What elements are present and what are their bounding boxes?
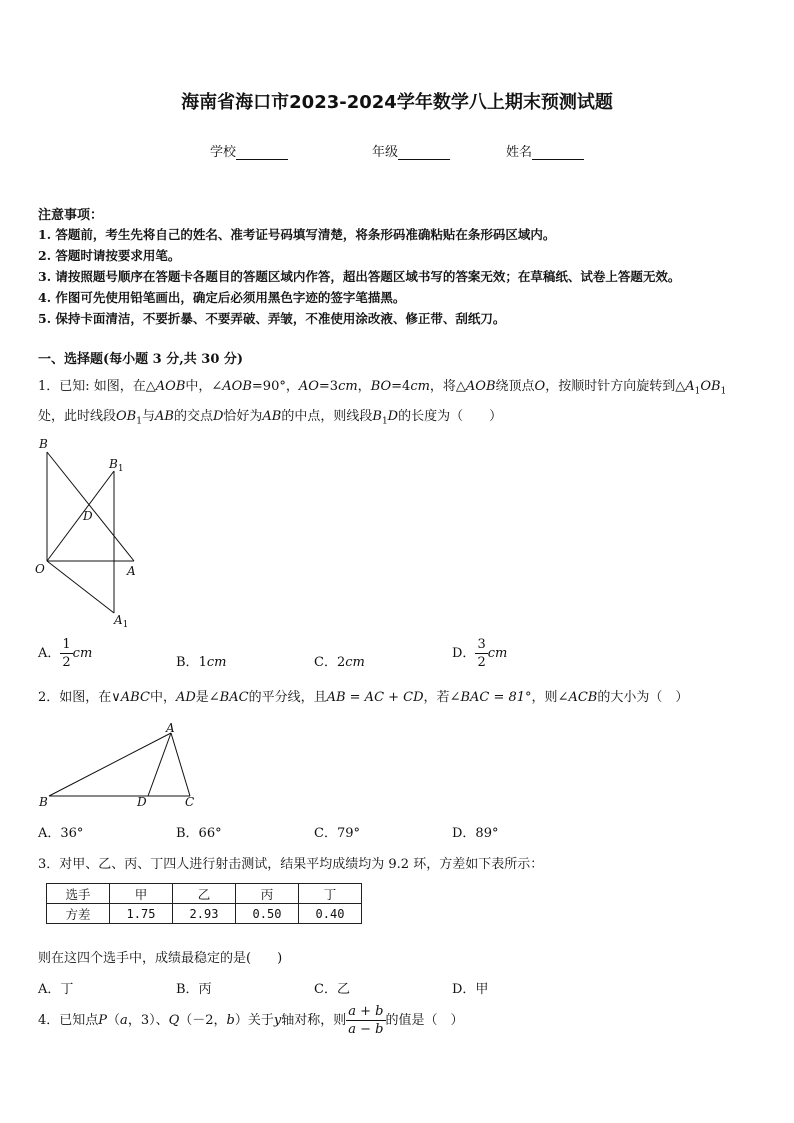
q1-figure [30,432,150,632]
grade-blank [398,146,450,160]
fraction: $\frac{1}{2}$ [62,637,71,670]
label-o: O [35,562,45,576]
table-cell: 0.40 [299,904,362,924]
label-a: A [127,564,136,578]
page-title: 海南省海口市2023-2024学年数学八上期末预测试题 [181,92,613,113]
note-item: 3. 请按照题号顺序在答题卡各题目的答题区域内作答，超出答题区域书写的答案无效；在草稿纸、试卷上答题无效。 [38,269,681,284]
label-d: D [83,509,93,523]
school-blank [236,146,288,160]
q1-option-a[interactable]: A． $\frac{1}{2}$ cm [38,637,93,670]
table-header-cell: 丙 [236,884,299,904]
note-item: 5. 保持卡面清洁，不要折暴、不要弄破、弄皱，不准使用涂改液、修正带、刮纸刀。 [38,311,506,326]
q4-text: 4．已知点P（a，3）、Q（－2，b）关于y轴对称，则 $\frac{a + b}{a - b}$ 的值是（ ） [38,1004,464,1037]
label-a1: $A_1$ [114,613,129,630]
label-a: A [166,721,175,735]
table-row [47,884,362,904]
q2-option-a[interactable]: A．36° [38,826,84,841]
q2-text: 2．如图，在∨ABC中，AD是∠BAC的平分线，且AB = AC + CD，若∠BAC = 81°，则∠ACB的大小为（ ） [38,690,689,705]
table-cell: 2.93 [173,904,236,924]
q3-option-a[interactable]: A．丁 [38,982,74,997]
name-blank [532,146,584,160]
segment-ad [148,733,171,796]
fraction: $\frac{a + b}{a - b}$ [348,1004,384,1037]
grade-label: 年级 [372,145,399,160]
table-cell: 方差 [47,904,110,924]
label-d: D [137,795,147,809]
table-header-cell: 选手 [47,884,110,904]
q1-option-b[interactable]: B．1cm [176,655,227,670]
segment-ab [49,733,171,796]
note-item: 4. 作图可先使用铅笔画出，确定后必须用黑色字迹的签字笔描黑。 [38,290,406,305]
q1-option-c[interactable]: C．2cm [314,655,365,670]
section-heading: 一、选择题(每小题 3 分,共 30 分) [38,352,244,367]
label-c: C [185,795,195,809]
q3-option-b[interactable]: B．丙 [176,982,212,997]
table-cell: 0.50 [236,904,299,924]
notes-heading: 注意事项： [38,208,104,223]
fraction: $\frac{3}{2}$ [477,637,486,670]
note-item: 1. 答题前，考生先将自己的姓名、准考证号码填写清楚，将条形码准确粘贴在条形码区域内。 [38,227,556,242]
label-b: B [39,437,48,451]
q2-option-c[interactable]: C．79° [314,826,360,841]
table-header-cell: 丁 [299,884,362,904]
table-cell: 1.75 [110,904,173,924]
q2-option-d[interactable]: D．89° [452,826,499,841]
segment-oa1 [47,561,114,613]
segment-ob1 [47,471,114,561]
variance-table [46,883,362,924]
table-row [47,904,362,924]
q3-option-c[interactable]: C．乙 [314,982,350,997]
q3-text: 3．对甲、乙、丙、丁四人进行射击测试，结果平均成绩均为 9.2 环，方差如下表所示： [38,857,544,872]
school-label: 学校 [210,145,237,160]
grade-field [372,141,450,160]
q1-line2: 处，此时线段$OB_1$与AB的交点D恰好为AB的中点，则线段$B_1D$的长度为（ ） [38,409,503,427]
school-field [210,141,288,160]
label-b1: $B_1$ [109,457,124,474]
q1-line1: 1．已知: 如图，在△AOB中，∠AOB=90°，AO=3cm，BO=4cm，将△AOB绕顶点O，按顺时针方向旋转到$\triangle A_1OB_1$ [38,379,727,397]
note-item: 2. 答题时请按要求用笔。 [38,248,181,263]
table-header-cell: 甲 [110,884,173,904]
q2-figure [34,720,204,812]
q1-option-d[interactable]: D． $\frac{3}{2}$ cm [452,637,508,670]
q3-option-d[interactable]: D．甲 [452,982,489,997]
name-field [506,141,584,160]
q3-question: 则在这四个选手中，成绩最稳定的是( ) [38,951,283,966]
q2-option-b[interactable]: B．66° [176,826,222,841]
segment-ac [171,733,190,796]
label-b: B [39,795,48,809]
name-label: 姓名 [506,145,533,160]
table-header-cell: 乙 [173,884,236,904]
